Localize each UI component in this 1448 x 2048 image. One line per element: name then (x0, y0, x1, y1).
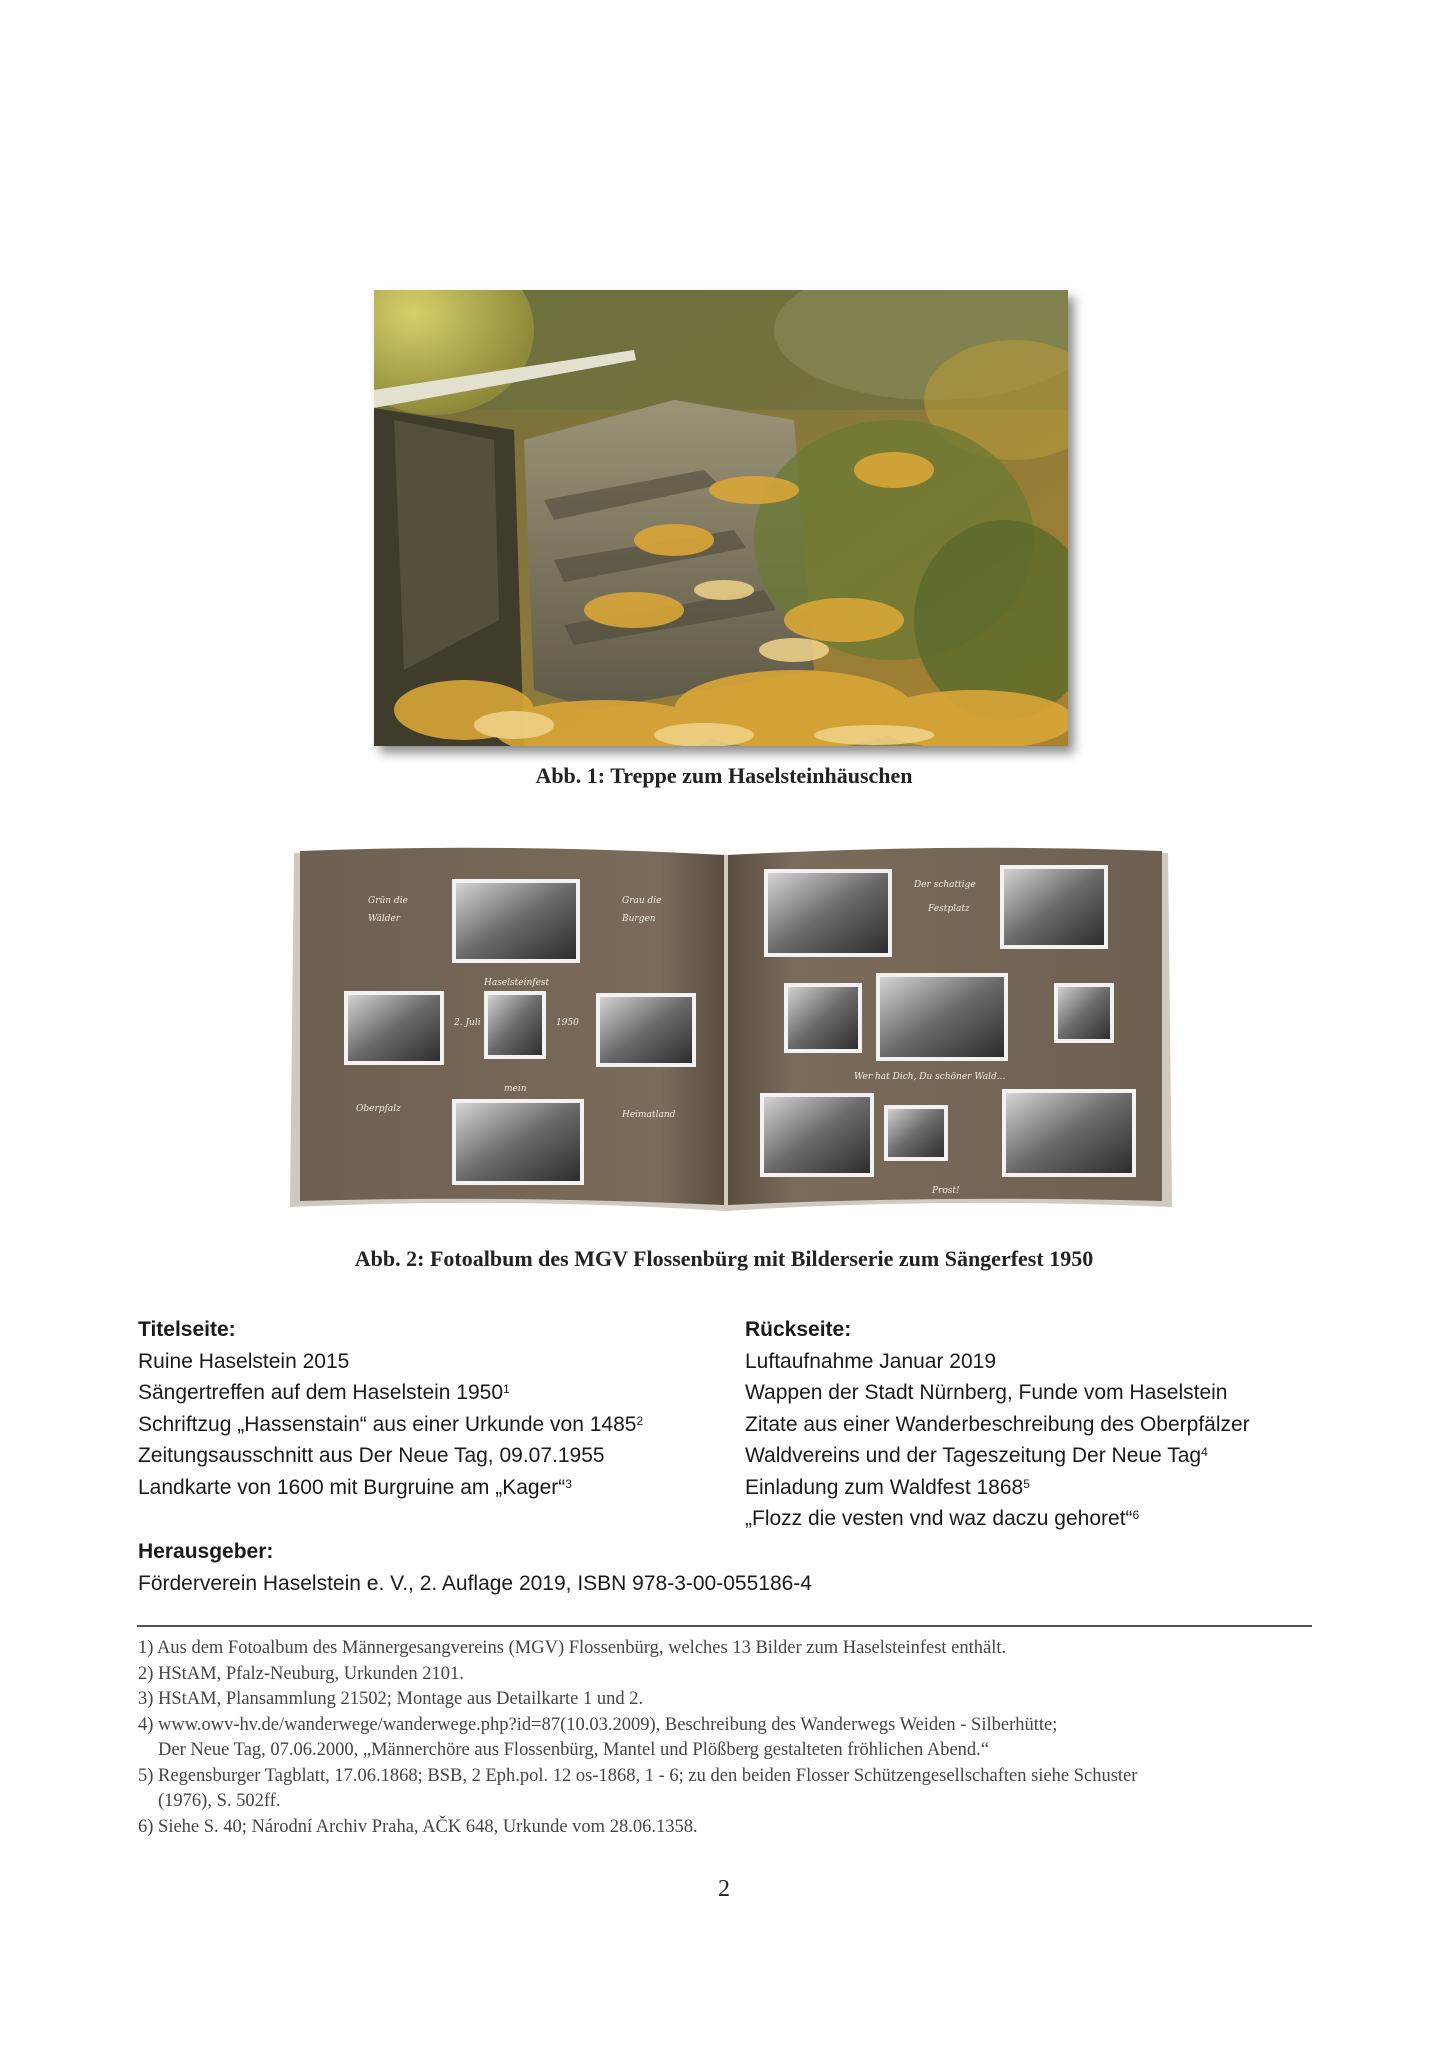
footnote-divider (137, 1625, 1312, 1627)
album-text-heimatland: Heimatland (622, 1110, 676, 1120)
footnote: 6) Siehe S. 40; Národní Archiv Praha, AČK 648, Urkunde vom 28.06.1358. (138, 1816, 698, 1837)
titelseite-line: Zeitungsausschnitt aus Der Neue Tag, 09.07.1955 (138, 1444, 605, 1467)
footnote: 5) Regensburger Tagblatt, 17.06.1868; BSB, 2 Eph.pol. 12 os-1868, 1 - 6; zu den beiden Flosser Schützengesellschaften siehe Schuster (138, 1765, 1138, 1786)
album-text-juli: 2. Juli (454, 1018, 481, 1028)
album-text-mein: mein (504, 1084, 527, 1094)
herausgeber-text: Förderverein Haselstein e. V., 2. Auflage 2019, ISBN 978-3-00-055186-4 (138, 1571, 812, 1595)
page-number: 2 (718, 1876, 730, 1902)
album-text-waelder: Wälder (368, 914, 401, 924)
album-text-prost: Prost! (932, 1186, 960, 1196)
rueckseite-line: Waldvereins und der Tageszeitung Der Neue Tag$^4$ (745, 1444, 1208, 1467)
album-text-grau: Grau die (622, 896, 662, 906)
titelseite-block (138, 1314, 643, 1503)
album-text-schattige: Der schattige (914, 880, 976, 890)
figure2-caption: Abb. 2: Fotoalbum des MGV Flossenbürg mit Bilderserie zum Sängerfest 1950 (354, 1246, 1094, 1271)
album-text-1950: 1950 (556, 1018, 579, 1028)
titelseite-heading: Titelseite: (138, 1318, 236, 1341)
footnote-continuation: Der Neue Tag, 07.06.2000, „Männerchöre aus Flossenbürg, Mantel und Plößberg gestalteten fröhlichen Abend.“ (158, 1740, 990, 1760)
titelseite-line: Ruine Haselstein 2015 (138, 1349, 350, 1373)
album-text-gruen: Grün die (368, 896, 408, 906)
figure1-caption: Abb. 1: Treppe zum Haselsteinhäuschen (535, 763, 913, 788)
footnote: 3) HStAM, Plansammlung 21502; Montage aus Detailkarte 1 und 2. (138, 1689, 644, 1709)
footnote: 2) HStAM, Pfalz-Neuburg, Urkunden 2101. (138, 1663, 464, 1684)
album-text-haselsteinfest: Haselsteinfest (484, 978, 550, 988)
footnote: 1) Aus dem Fotoalbum des Männergesangvereins (MGV) Flossenbürg, welches 13 Bilder zum Haselsteinfest enthält. (138, 1638, 1007, 1658)
herausgeber-block (138, 1536, 812, 1599)
rueckseite-block (745, 1314, 1250, 1535)
stairs-photo (374, 290, 1068, 746)
album-text-burgen: Burgen (622, 914, 656, 924)
album-text-oberpfalz: Oberpfalz (356, 1104, 401, 1114)
photo-album-image (286, 845, 1176, 1215)
titelseite-line: Landkarte von 1600 mit Burgruine am „Kager“$^3$ (138, 1475, 572, 1499)
rueckseite-heading: Rückseite: (745, 1318, 852, 1341)
rueckseite-line: Luftaufnahme Januar 2019 (745, 1349, 997, 1373)
footnote: 4) www.owv-hv.de/wanderwege/wanderwege.php?id=87(10.03.2009), Beschreibung des Wanderwegs Weiden - Silberhütte; (138, 1714, 1058, 1735)
footnotes (138, 1636, 1328, 1840)
rueckseite-line: Einladung zum Waldfest 1868$^5$ (745, 1475, 1030, 1499)
rueckseite-line: „Flozz die vesten vnd waz daczu gehoret“$^6$ (745, 1507, 1140, 1530)
titelseite-line: Sängertreffen auf dem Haselstein 1950$^1$ (138, 1381, 510, 1404)
footnote-continuation: (1976), S. 502ff. (158, 1791, 281, 1811)
rueckseite-line: Zitate aus einer Wanderbeschreibung des Oberpfälzer (745, 1412, 1250, 1436)
rueckseite-line: Wappen der Stadt Nürnberg, Funde vom Haselstein (745, 1381, 1228, 1404)
album-text-wald: Wer hat Dich, Du schöner Wald... (854, 1072, 1006, 1082)
herausgeber-heading: Herausgeber: (138, 1540, 274, 1563)
titelseite-line: Schriftzug „Hassenstain“ aus einer Urkunde von 1485$^2$ (138, 1412, 644, 1436)
album-text-festplatz: Festplatz (928, 904, 970, 914)
